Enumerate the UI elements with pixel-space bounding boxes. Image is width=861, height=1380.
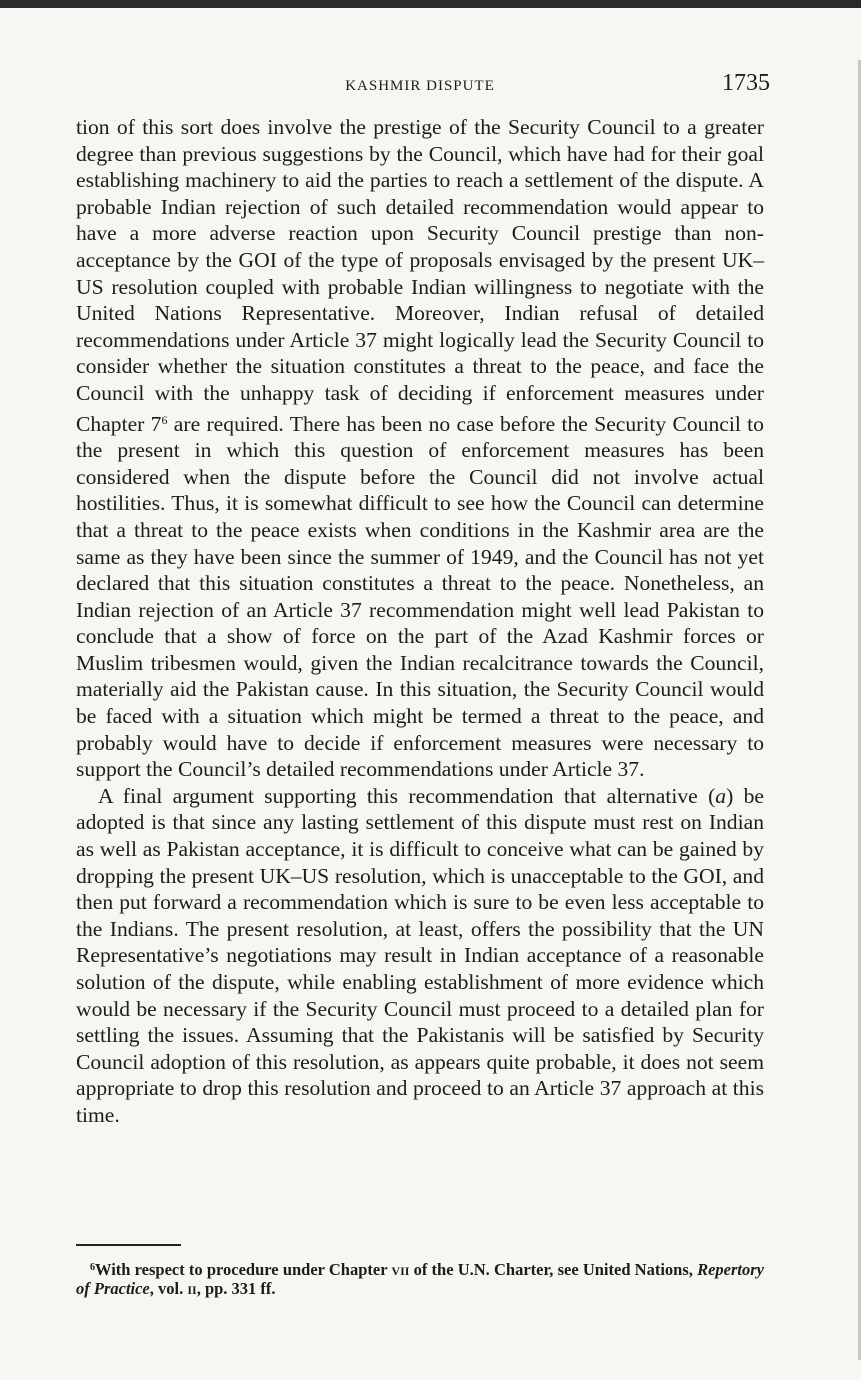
footnote-chapter: vii	[391, 1260, 410, 1279]
paragraph-2-part-a: A final argument supporting this recommendation that alternative (	[98, 783, 716, 808]
paragraph-2-italic-letter: a	[715, 783, 727, 808]
paragraph-1	[76, 114, 764, 783]
footnote	[76, 1258, 764, 1298]
footnote-rule	[76, 1244, 181, 1246]
footnote-text-b: of the U.N. Charter, see United Nations,	[409, 1260, 698, 1279]
footnote-title: Repertory of Practice	[76, 1260, 764, 1298]
running-head	[76, 70, 770, 100]
running-title: KASHMIR DISPUTE	[345, 78, 495, 94]
paragraph-1-part-b: are required. There has been no case before the Security Council to the present in which this question of enforcement measures has been considered when the dispute before the Council did not involve actual hostilities. Thus, it is somewhat difficult to see how the Council can determine that a threat to the peace exists when conditions in the Kashmir area are the same as they have been since the summer of 1949, and the Council has not yet declared that this situation constitutes a threat to the peace. Nonetheless, an Indian rejection of an Article 37 recommendation might well lead Pakistan to conclude that a show of force on the part of the Azad Kashmir forces or Muslim tribesmen would, given the Indian recalcitrance towards the Council, materially aid the Pakistan cause. In this situation, the Security Council would be faced with a situation which might be termed a threat to the peace, and probably would have to decide if enforcement measures were necessary to support the Council’s detailed recommendations under Article 37.	[76, 411, 764, 782]
footnote-text-a: With respect to procedure under Chapter	[95, 1260, 392, 1279]
page-number: 1735	[722, 70, 770, 96]
footnote-text-c: , vol.	[149, 1279, 188, 1298]
paragraph-2	[76, 783, 764, 1129]
footnote-volume: ii	[187, 1279, 197, 1298]
footnote-text-d: , pp. 331 ff.	[196, 1279, 276, 1298]
scan-top-border	[0, 0, 861, 8]
paragraph-1-part-a: tion of this sort does involve the prestige of the Security Council to a greater degree than previous suggestions by the Council, which have had for their goal establishing machinery to aid the parties to reach a settlement of the dispute. A probable Indian rejection of such detailed recommendation would appear to have a more adverse reaction upon Security Council prestige than non-acceptance by the GOI of the type of proposals envisaged by the present UK–US resolution coupled with probable Indian willingness to negotiate with the United Nations Representative. Moreover, Indian refusal of detailed recommendations under Article 37 might logically lead the Security Council to consider whether the situation constitutes a threat to the peace, and face the Council with the unhappy task of deciding if enforcement measures under Chapter 7	[76, 115, 764, 436]
footnote-marker: 6	[90, 1262, 95, 1273]
paragraph-2-part-b: ) be adopted is that since any lasting settlement of this dispute must rest on Indian as well as Pakistan acceptance, it is difficult to conceive what can be gained by dropping the present UK–US resolution, which is unacceptable to the GOI, and then put forward a recommendation which is sure to be even less acceptable to the Indians. The present resolution, at least, offers the possibility that the UN Representative’s negotiations may result in Indian acceptance of a reasonable solution of the dispute, while enabling establishment of more evidence which would be necessary if the Security Council must proceed to a detailed plan for settling the issues. Assuming that the Pakistanis will be satisfied by Security Council adoption of this resolution, as appears quite probable, it does not seem appropriate to drop this resolution and proceed to an Article 37 approach at this time.	[76, 783, 764, 1127]
footnote-reference: 6	[161, 412, 168, 427]
body-text	[76, 114, 764, 1129]
